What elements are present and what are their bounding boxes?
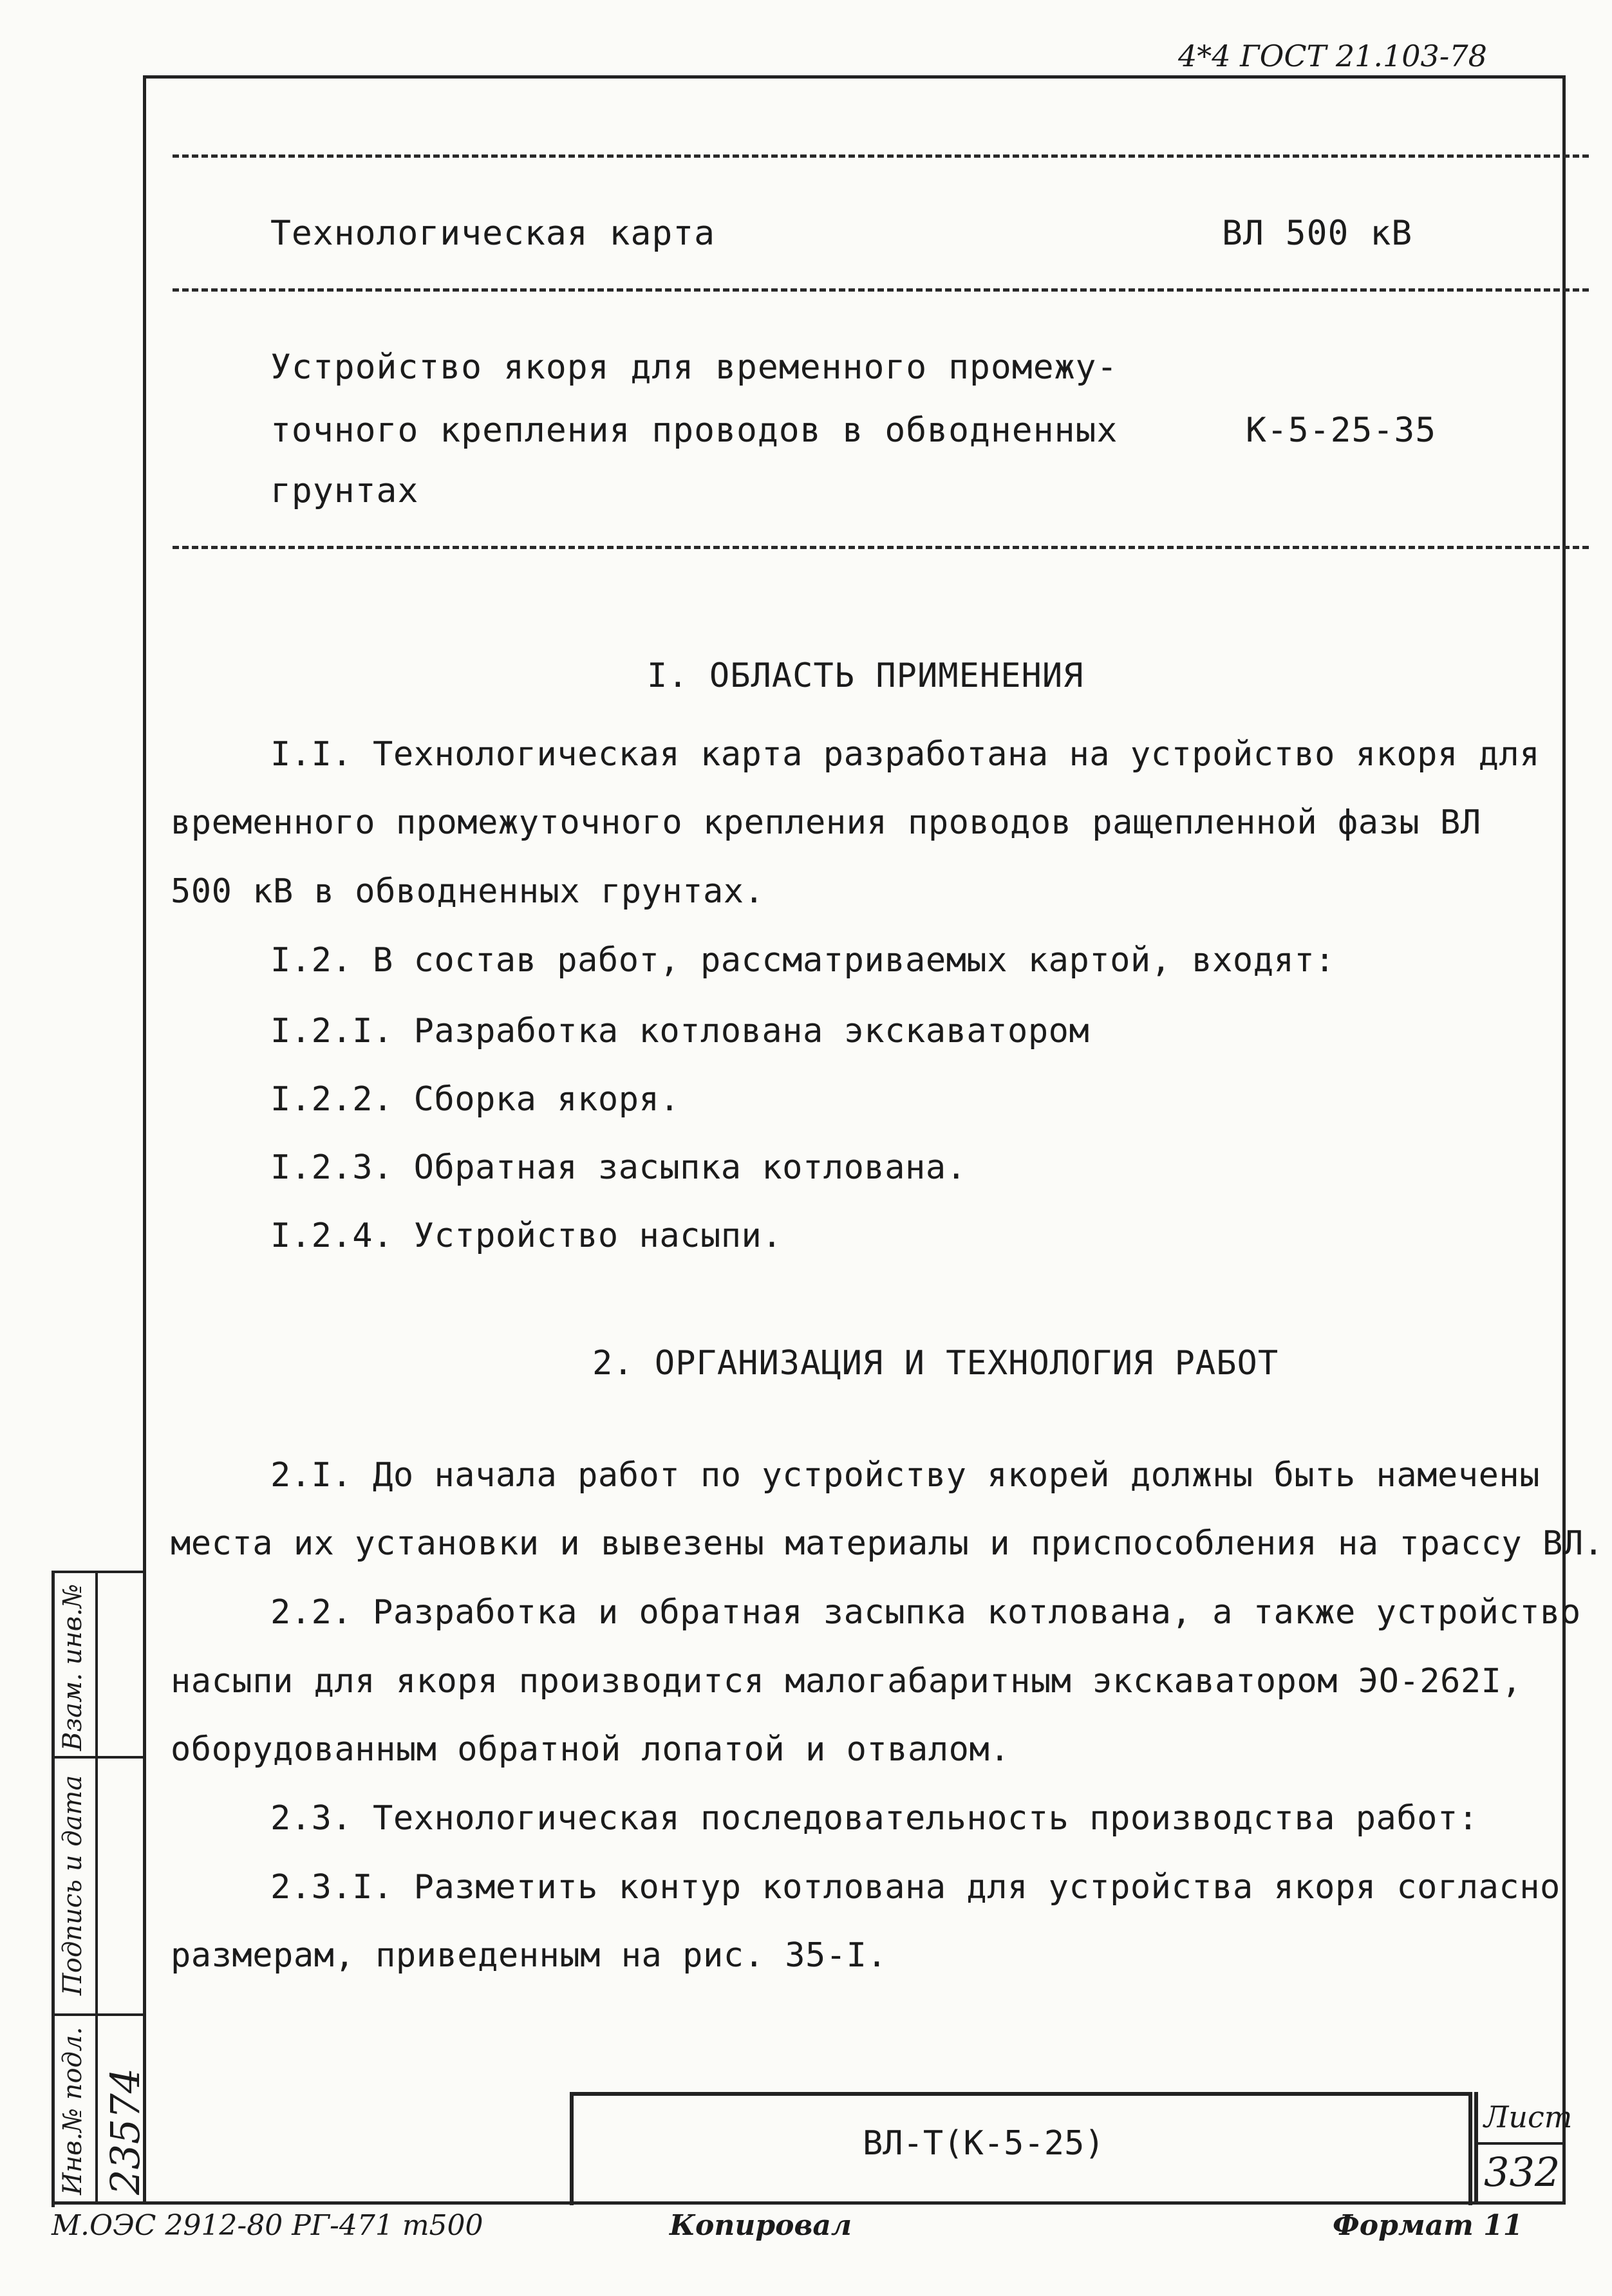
paragraph-2-3-1-line-2: размерам, приведенным на рис. 35-I. (171, 1936, 888, 1975)
header-separator-bottom (173, 546, 1589, 549)
section-1-title: I. ОБЛАСТЬ ПРИМЕНЕНИЯ (647, 657, 1084, 695)
paragraph-2-2-line-2: насыпи для якоря производится малогабаритным экскаватором ЭО-262I, (171, 1662, 1523, 1701)
side-inv-label: Инв.№ подл. (58, 2026, 88, 2195)
side-sign-label: Подпись и дата (58, 1775, 88, 1995)
side-margin-divider (95, 1571, 98, 2205)
topic-line-1: Устройство якоря для временного промежу- (270, 348, 1118, 387)
top-reference: 4*4 ГОСТ 21.103-78 (1178, 39, 1487, 73)
sheet-number: 332 (1484, 2149, 1560, 2196)
paragraph-2-1-line-1: 2.I. До начала работ по устройству якорей должны быть намечены (270, 1456, 1541, 1495)
side-replace-label: Взам. инв.№ (58, 1583, 88, 1751)
sheet-label: Лист (1484, 2100, 1573, 2134)
card-code: К-5-25-35 (1246, 411, 1437, 450)
side-inv-number: 23574 (102, 2067, 149, 2195)
print-info: М.ОЭС 2912-80 РГ-471 т500 (52, 2209, 483, 2242)
paragraph-2-3: 2.3. Технологическая последовательность производства работ: (270, 1799, 1479, 1838)
section-2-title: 2. ОРГАНИЗАЦИЯ И ТЕХНОЛОГИЯ РАБОТ (592, 1344, 1279, 1383)
frame-right-border (1562, 75, 1566, 2204)
list-item: I.2.2. Сборка якоря. (270, 1080, 680, 1119)
format-label: Формат 11 (1333, 2209, 1523, 2242)
stamp-code: ВЛ-Т(К-5-25) (863, 2124, 1105, 2163)
copied-label: Копировал (670, 2209, 852, 2242)
paragraph-1-2: I.2. В состав работ, рассматриваемых картой, входят: (270, 941, 1335, 980)
paragraph-1-1-line-2: временного промежуточного крепления проводов ращепленной фазы ВЛ (171, 803, 1481, 842)
paragraph-2-3-1-line-1: 2.3.I. Разметить контур котлована для устройства якоря согласно (270, 1868, 1560, 1907)
topic-line-3: грунтах (270, 471, 419, 510)
paragraph-2-2-line-1: 2.2. Разработка и обратная засыпка котлована, а также устройство (270, 1593, 1581, 1632)
list-item: I.2.4. Устройство насыпи. (270, 1217, 783, 1255)
list-item: I.2.3. Обратная засыпка котлована. (270, 1148, 967, 1187)
topic-line-2: точного крепления проводов в обводненных (270, 411, 1118, 450)
paragraph-2-2-line-3: оборудованным обратной лопатой и отвалом. (171, 1730, 1011, 1769)
voltage-label: ВЛ 500 кВ (1222, 214, 1413, 253)
header-separator-top (173, 154, 1589, 158)
paragraph-2-1-line-2: места их установки и вывезены материалы и приспособления на трассу ВЛ. (171, 1524, 1604, 1563)
side-margin-row-divider (52, 2013, 143, 2016)
frame-top-border (143, 75, 1566, 79)
side-margin-row-divider (52, 1756, 143, 1759)
card-title: Технологическая карта (270, 214, 716, 253)
list-item: I.2.I. Разработка котлована экскаватором (270, 1012, 1090, 1050)
paragraph-1-1-line-1: I.I. Технологическая карта разработана на устройство якоря для (270, 735, 1541, 774)
header-separator-mid (173, 288, 1589, 292)
paragraph-1-1-line-3: 500 кВ в обводненных грунтах. (171, 872, 765, 911)
sheet-cell-divider (1474, 2142, 1562, 2145)
